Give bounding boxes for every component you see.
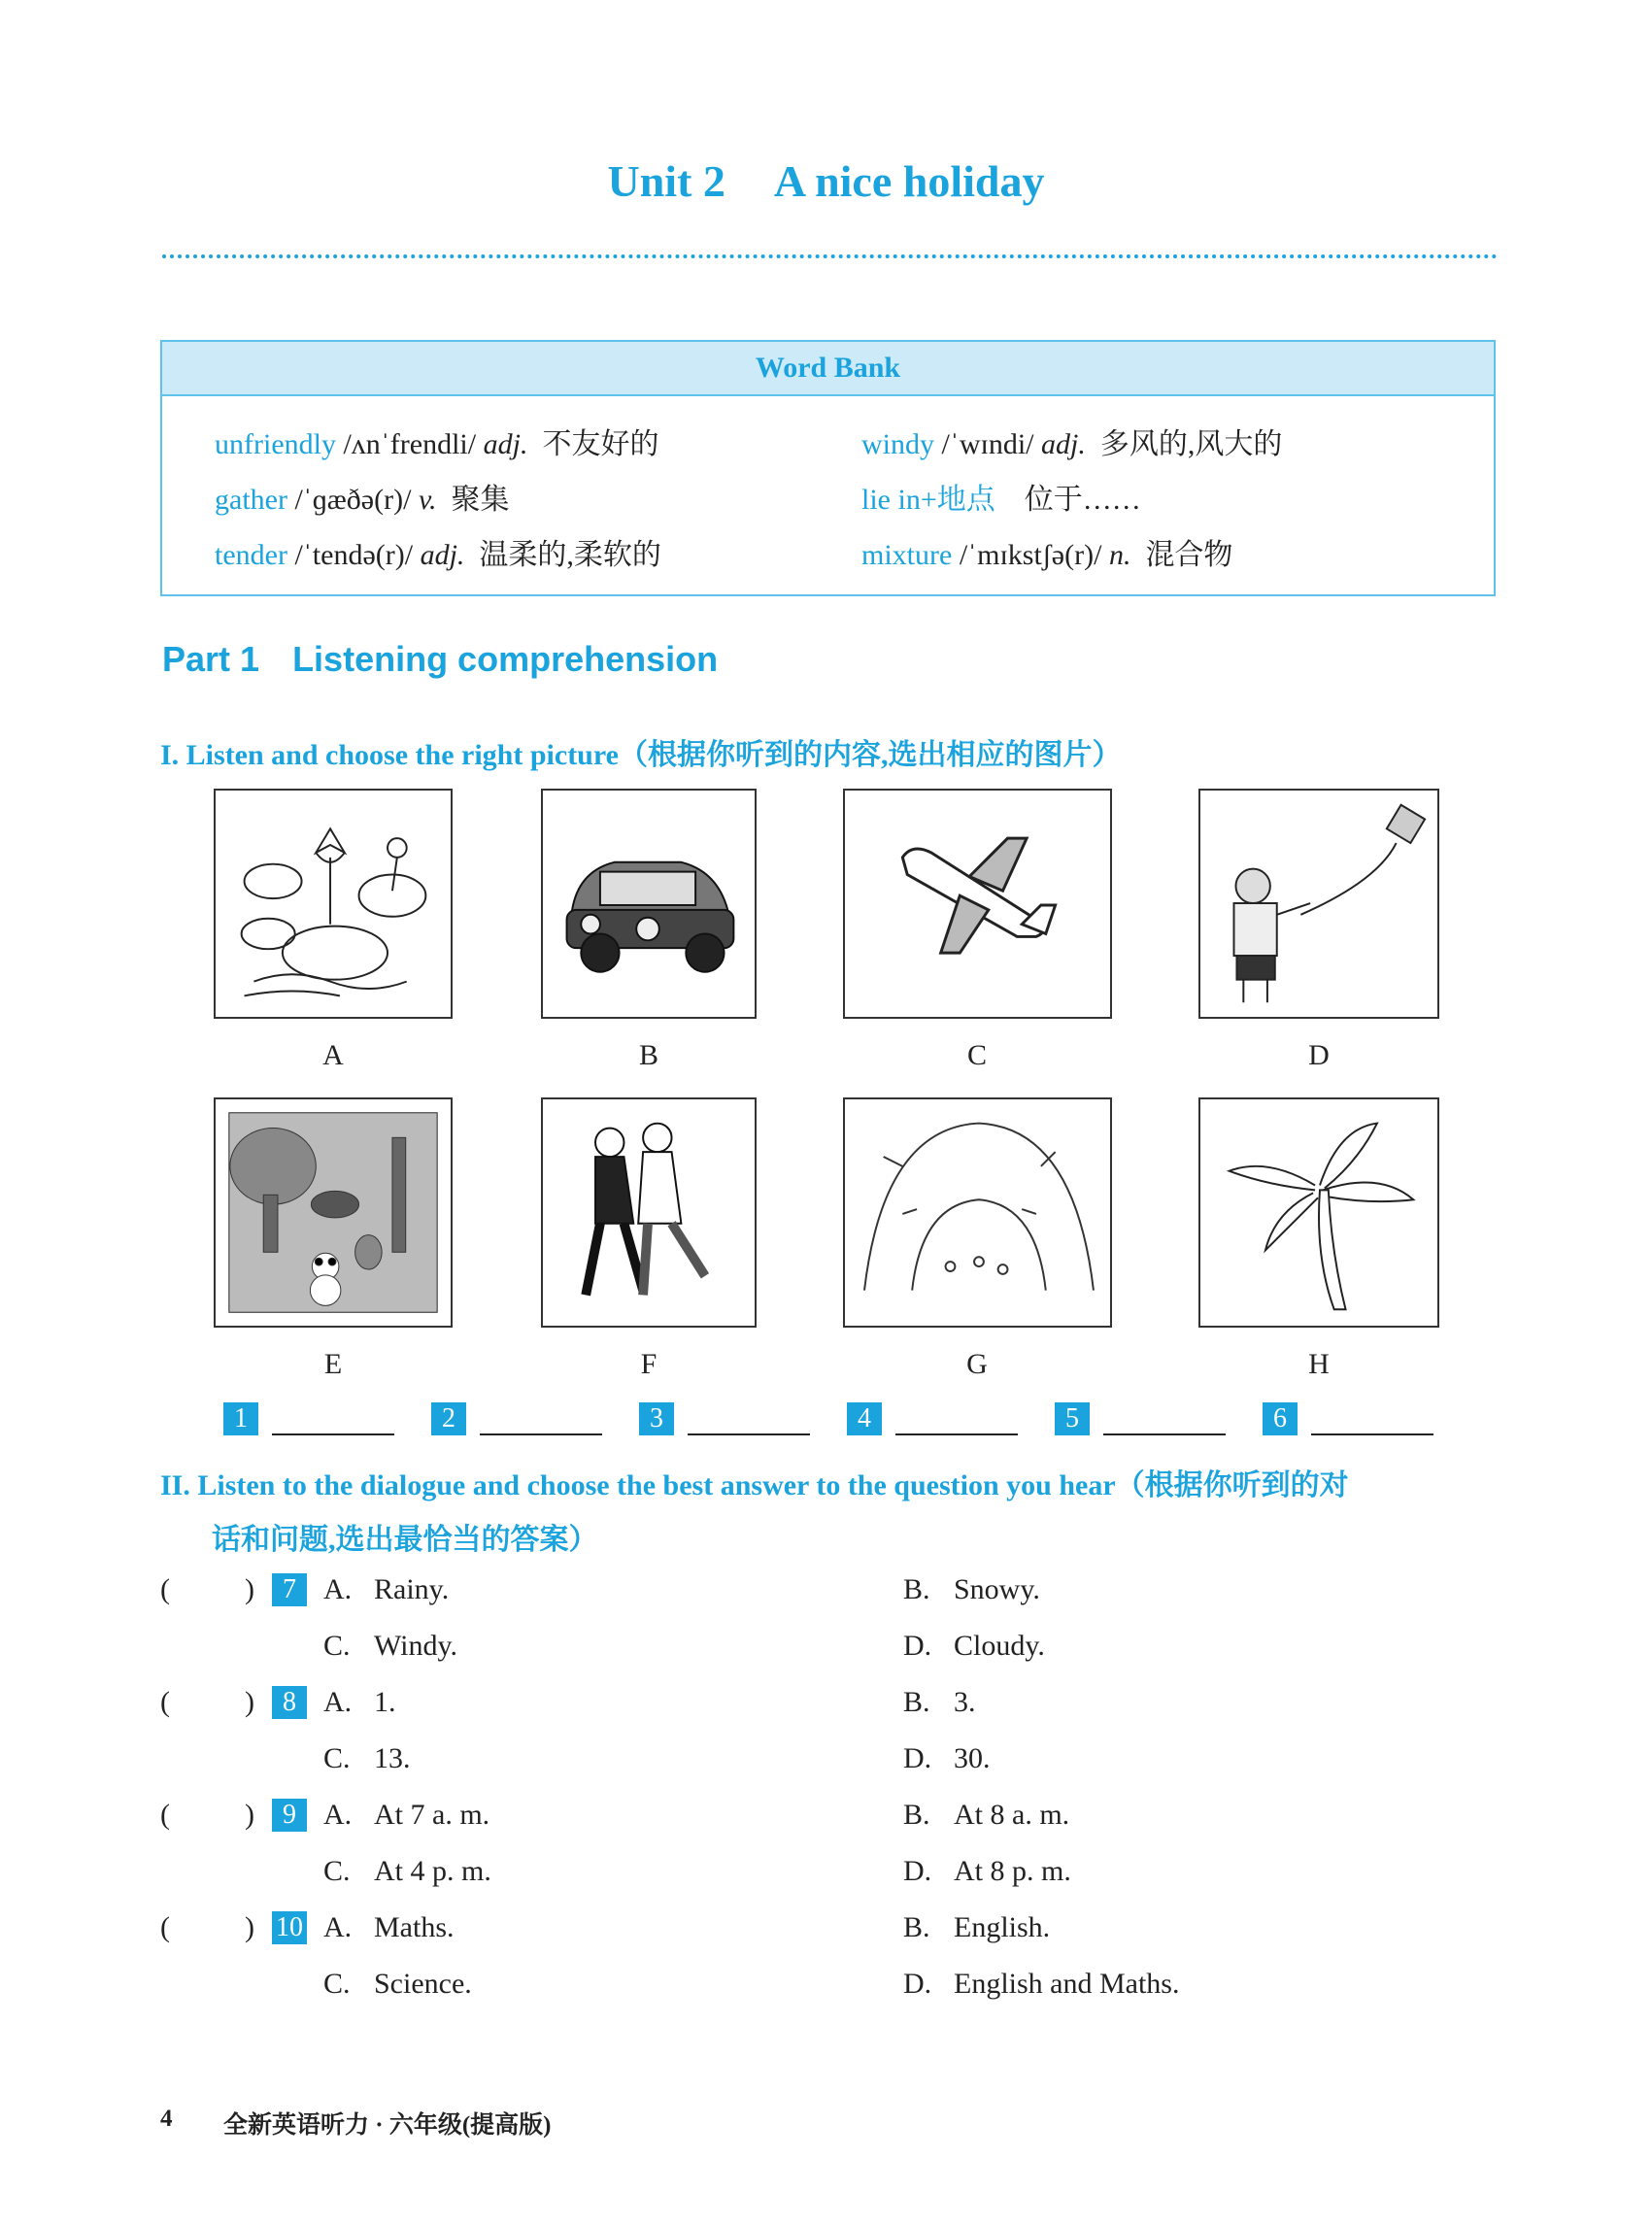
question-number: 10 (272, 1911, 307, 1944)
question-number: 8 (272, 1686, 307, 1719)
people-running-icon (543, 1099, 755, 1326)
book-title: 全新英语听力 · 六年级(提高版) (223, 2112, 552, 2139)
answer-paren-close: ) (245, 1686, 254, 1718)
option-d[interactable]: D. 30. (903, 1742, 991, 1774)
option-c[interactable]: C. 13. (323, 1742, 411, 1774)
option-b[interactable]: B. 3. (903, 1686, 976, 1718)
answer-blank[interactable]: 3 (639, 1402, 810, 1435)
option-d[interactable]: D. At 8 p. m. (903, 1855, 1071, 1887)
blank-line[interactable] (272, 1404, 394, 1435)
picture-label: D (1308, 1039, 1330, 1071)
blank-line[interactable] (895, 1404, 1018, 1435)
option-a[interactable]: A. 1. (323, 1686, 396, 1718)
picture-label: C (966, 1039, 987, 1071)
answer-paren-open[interactable]: ( (160, 1573, 170, 1605)
section-1-title: I. Listen and choose the right picture（根据你听到的内容,选出相应的图片） (160, 739, 1122, 771)
option-c[interactable]: C. Science. (323, 1968, 472, 2000)
unit-title (0, 155, 1652, 207)
word-entry: lie in+地点 位于…… (861, 484, 1141, 516)
lotus-icon (216, 791, 451, 1017)
section-2-title: II. Listen to the dialogue and choose the best answer to the question you hear（根据你听到的对 (160, 1469, 1349, 1501)
picture-label: A (322, 1039, 344, 1071)
option-a[interactable]: A. At 7 a. m. (323, 1799, 490, 1831)
picture-label: B (638, 1039, 658, 1071)
blank-line[interactable] (480, 1404, 602, 1435)
picture-e[interactable] (214, 1097, 453, 1328)
answer-paren-close: ) (245, 1799, 254, 1831)
option-a[interactable]: A. Rainy. (323, 1573, 450, 1605)
option-d[interactable]: D. English and Maths. (903, 1968, 1180, 2000)
boy-flying-kite-icon (1200, 791, 1437, 1017)
answer-paren-close: ) (245, 1573, 254, 1605)
blank-line[interactable] (1103, 1404, 1226, 1435)
unit-name: A nice holiday (773, 156, 1045, 206)
answer-paren-open[interactable]: ( (160, 1911, 170, 1943)
answer-paren-open[interactable]: ( (160, 1799, 170, 1831)
picture-label: G (966, 1348, 988, 1380)
car-icon (543, 791, 755, 1017)
option-c[interactable]: C. At 4 p. m. (323, 1855, 491, 1887)
question-number: 9 (272, 1799, 307, 1832)
answer-paren-close: ) (245, 1911, 254, 1943)
picture-label: H (1308, 1348, 1330, 1380)
forest-animals-icon (216, 1099, 451, 1326)
picture-g[interactable] (843, 1097, 1112, 1328)
answer-blank[interactable]: 5 (1055, 1402, 1226, 1435)
dotted-divider (162, 254, 1498, 258)
word-entry: mixture /ˈmɪkstʃə(r)/ n. 混合物 (861, 539, 1233, 571)
picture-d[interactable] (1198, 789, 1439, 1019)
picture-f[interactable] (541, 1097, 757, 1328)
option-b[interactable]: B. At 8 a. m. (903, 1799, 1070, 1831)
word-bank-heading: Word Bank (162, 342, 1494, 396)
picture-h[interactable] (1198, 1097, 1439, 1328)
option-a[interactable]: A. Maths. (323, 1911, 455, 1943)
page-number: 4 (160, 2106, 173, 2132)
option-c[interactable]: C. Windy. (323, 1630, 458, 1662)
question-number: 7 (272, 1573, 307, 1606)
word-entry: gather /ˈɡæðə(r)/ v. 聚集 (215, 484, 510, 516)
picture-b[interactable] (541, 789, 757, 1019)
cave-tunnel-icon (845, 1099, 1110, 1326)
palm-tree-icon (1200, 1099, 1437, 1326)
picture-label: E (323, 1348, 343, 1380)
unit-number: Unit 2 (607, 156, 725, 206)
airplane-icon (845, 791, 1110, 1017)
option-b[interactable]: B. English. (903, 1911, 1051, 1943)
word-entry: windy /ˈwɪndi/ adj. 多风的,风大的 (861, 428, 1283, 460)
blank-line[interactable] (1311, 1404, 1433, 1435)
option-b[interactable]: B. Snowy. (903, 1573, 1040, 1605)
answer-blank[interactable]: 2 (431, 1402, 602, 1435)
picture-label: F (640, 1348, 657, 1380)
answer-blank[interactable]: 4 (847, 1402, 1018, 1435)
blank-line[interactable] (688, 1404, 810, 1435)
word-entry: tender /ˈtendə(r)/ adj. 温柔的,柔软的 (215, 539, 661, 571)
answer-blank[interactable]: 1 (223, 1402, 394, 1435)
picture-a[interactable] (214, 789, 453, 1019)
answer-blank[interactable]: 6 (1263, 1402, 1433, 1435)
word-bank (160, 340, 1496, 596)
section-2-title-cont: 话和问题,选出最恰当的答案） (212, 1524, 598, 1556)
word-entry: unfriendly /ʌnˈfrendli/ adj. 不友好的 (215, 428, 659, 460)
option-d[interactable]: D. Cloudy. (903, 1630, 1045, 1662)
answer-paren-open[interactable]: ( (160, 1686, 170, 1718)
part-heading: Part 1 Listening comprehension (162, 639, 719, 679)
picture-c[interactable] (843, 789, 1112, 1019)
